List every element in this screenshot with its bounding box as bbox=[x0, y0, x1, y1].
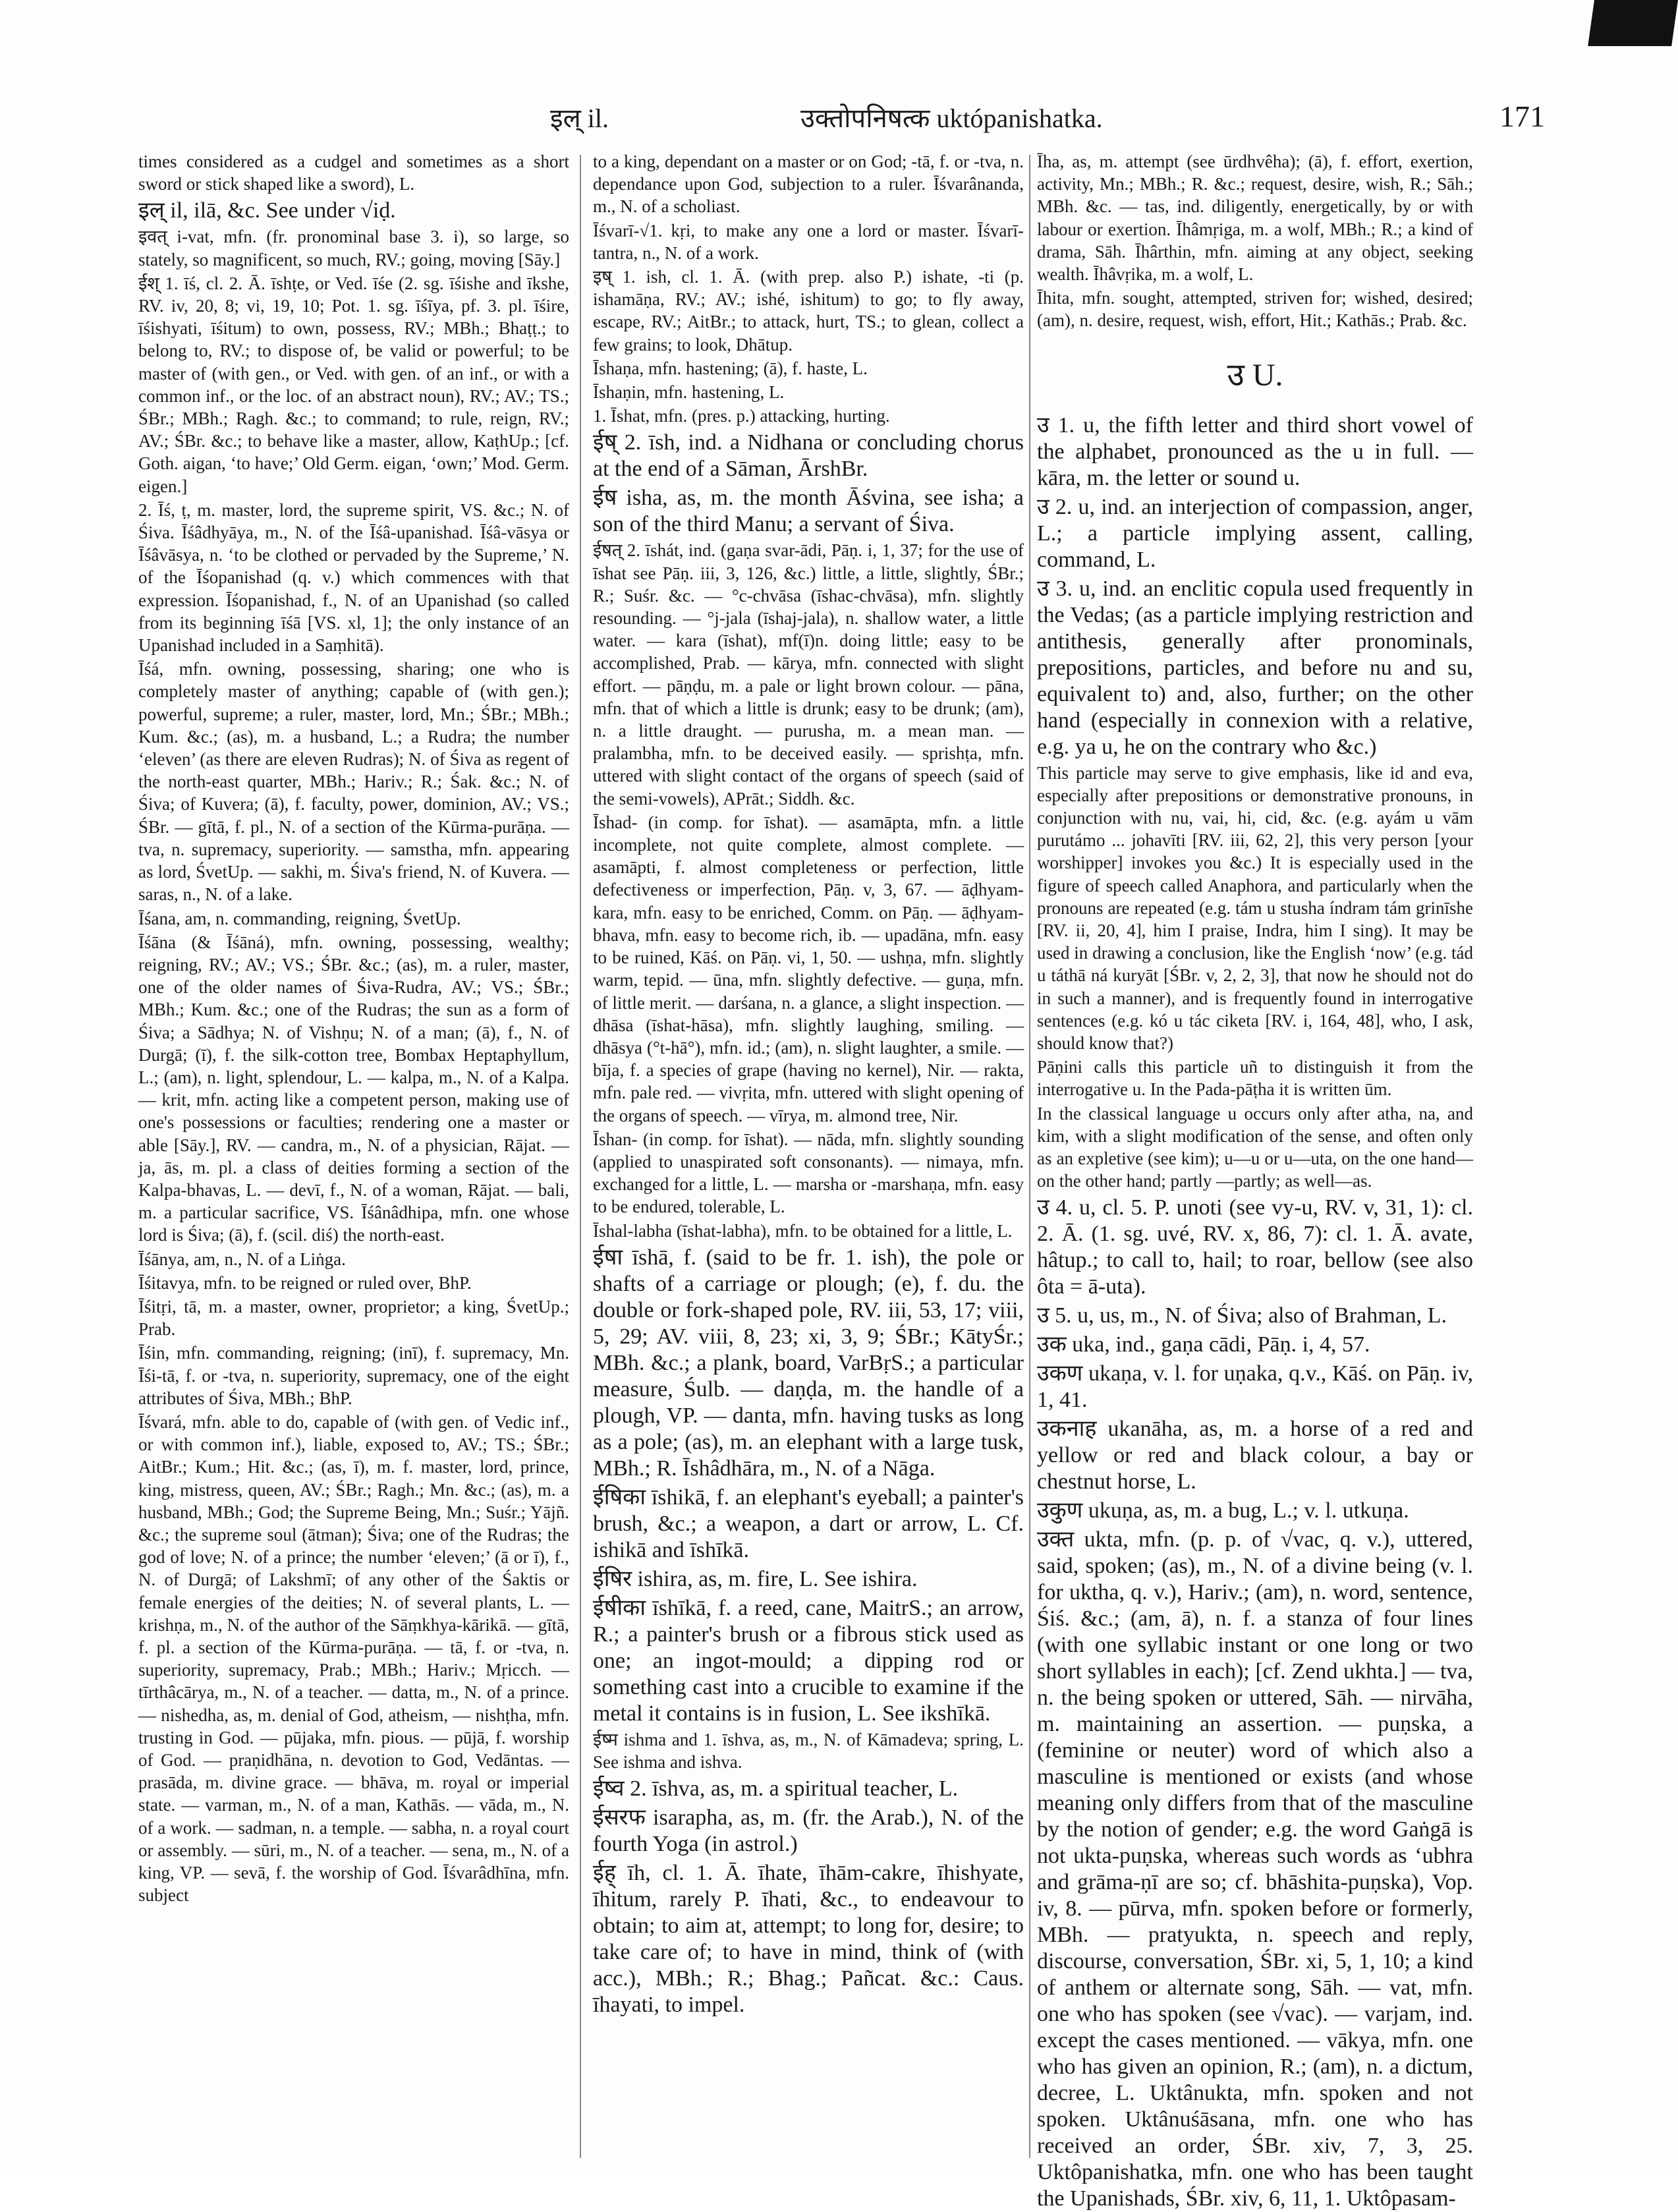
dictionary-entry: Īshal-labha (īshat-labha), mfn. to be obtained for a little, L. bbox=[593, 1220, 1013, 1241]
dictionary-entry: 1. Īshat, mfn. (pres. p.) attacking, hurting. bbox=[593, 406, 890, 426]
dictionary-entry: Īśin, mfn. commanding, reigning; (inī), f. supremacy, Mn. Īśi-tā, f. or -tva, n. superiority, supremacy, one of the eight attributes of Śiva, MBh.; BhP. bbox=[138, 1343, 569, 1408]
page-header bbox=[135, 99, 1545, 145]
dictionary-entry: उक्त ukta, mfn. (p. p. of √vac, q. v.), uttered, said, spoken; (as), m., N. of a divine being (v. l. for uktha, q. v.), Hariv.; (am), n. word, sentence, Śiś. &c.; (am, ā), n. f. a stanza of four lines (with one syllabic instant or one long or two short syllables in each); [cf. Zend ukhta.] — tva, n. the being spoken or uttered, Sāh. — nirvāha, m. maintaining an assertion. — puṇska, a (feminine or neuter) word of which also a masculine is mentioned or exists (and whose meaning only differs from that of the masculine by the notion of gender; e.g. the word Gaṅgā is not ukta-puṇska, whereas such words as ‘ubhra and grāma-ṇī are so; cf. bhāshita-puṇska), Vop. iv, 8. — pūrva, mfn. spoken before or formerly, MBh. — pratyukta, n. speech and reply, discourse, conversation, ŚBr. xi, 5, 1, 10; a kind of anthem or alternate song, Sāh. — vat, mfn. one who has spoken (see √vac). — varjam, ind. except the cases mentioned. — vākya, mfn. one who has given an opinion, R.; (am), n. a dictum, decree, L. Uktânukta, mfn. spoken and not spoken. Uktânuśāsana, mfn. one who has received an order, ŚBr. xiv, 7, 3, 25. Uktôpanishatka, mfn. one who has been taught the Upanishads, ŚBr. xiv, 6, 11, 1. Uktôpasam- bbox=[1037, 1527, 1473, 2211]
text-column-middle bbox=[593, 150, 1024, 2167]
dictionary-entry: This particle may serve to give emphasis, like id and eva, especially after prepositions or demonstrative pronouns, in conjunction with nu, vai, hi, cid, &c. (e.g. ayám u vām purutámo ... johavīti [RV. iii, 62, 2], this very person [your worshipper] invokes you &c.) It is especially used in the figure of speech called Anaphora, and particularly when the pronouns are repeated (e.g. tám u stusha índram tám grinīshe [RV. ii, 20, 4], him I praise, Indra, him I sing). It may be used in drawing a conclusion, like the English ‘now’ (e.g. tád u táthā ná kuryāt [ŚBr. v, 2, 2, 3], that now he should not do in such a manner), and is frequently found in interrogative sentences (e.g. kó u tác ciketa [RV. i, 164, 48], who, I ask, should know that?) bbox=[1037, 762, 1473, 1054]
dictionary-entry: उकुण ukuṇa, as, m. a bug, L.; v. l. utkuṇa. bbox=[1037, 1498, 1409, 1523]
dictionary-entry: ईषा īshā, f. (said to be fr. 1. ish), the pole or shafts of a carriage or plough; (e), f. du. the double or fork-shaped pole, RV. iii, 53, 17; viii, 5, 29; AV. viii, 8, 23; xi, 3, 9; ŚBr.; KātyŚr.; MBh. &c.; a plank, board, VarBṛS.; a particular measure, Śulb. — daṇḍa, m. the handle of a plough, VP. — danta, mfn. having tusks as long as a pole; (as), m. an elephant with a large tusk, MBh.; R. Īshâdhāra, m., N. of a Nāga. bbox=[593, 1245, 1024, 1481]
header-right-guide-word: उक्तोपनिषत्क uktópanishatka. bbox=[800, 103, 1103, 133]
dictionary-entry: Īhita, mfn. sought, attempted, striven for; wished, desired; (am), n. desire, request, wish, effort, Hit.; Kathās.; Prab. &c. bbox=[1037, 288, 1473, 331]
dictionary-entry: ईषीका īshīkā, f. a reed, cane, MaitrS.; an arrow, R.; a painter's brush or a fibrous stick used as one; an ingot-mould; a dipping rod or something cast into a crucible to examine if the metal it contains is in fusion, L. See ikshīkā. bbox=[593, 1595, 1024, 1726]
dictionary-entry: ईष isha, as, m. the month Āśvina, see isha; a son of the third Manu; a servant of Śiva. bbox=[593, 486, 1024, 537]
dictionary-entry: उ 5. u, us, m., N. of Śiva; also of Brahman, L. bbox=[1037, 1303, 1447, 1328]
dictionary-entry: Īśānya, am, n., N. of a Liṅga. bbox=[138, 1249, 346, 1269]
column-rule bbox=[1029, 155, 1030, 2158]
scan-corner-shadow bbox=[1588, 0, 1678, 46]
dictionary-entry: उ 3. u, ind. an enclitic copula used frequently in the Vedas; (as a particle implying restriction and antithesis, generally after pronominals, prepositions, particles, and before nu and su, equivalent to) and, also, further; on the other hand (especially in connexion with a relative, e.g. ya u, he on the contrary who &c.) bbox=[1037, 576, 1473, 759]
dictionary-entry: ईषिर ishira, as, m. fire, L. See ishira. bbox=[593, 1566, 918, 1591]
dictionary-entry: इवत् i-vat, mfn. (fr. pronominal base 3. i), so large, so stately, so magnificent, so much, RV.; going, moving [Sāy.] bbox=[138, 227, 569, 269]
dictionary-entry: ईषत् 2. īshát, ind. (gaṇa svar-ādi, Pāṇ. i, 1, 37; for the use of īshat see Pāṇ. iii, 3, 126, &c.) little, a little, slightly, ŚBr.; R.; Suśr. &c. — °c-chvāsa (īshac-chvāsa), mfn. slightly resounding. — °j-jala (īshaj-jala), n. shallow water, a little water. — kara (īshat), mf(ī)n. doing little; easy to be accomplished, Prab. — kārya, mfn. connected with slight effort. — pāṇḍu, m. a pale or light brown colour. — pāna, mfn. that of which a little is drunk; easy to be drunk; (am), n. a little draught. — purusha, m. a mean man. — pralambha, mfn. to be deceived easily. — sprishṭa, mfn. uttered with slight contact of the organs of speech (said of the semi-vowels), APrāt.; Siddh. &c. bbox=[593, 540, 1024, 808]
text-column-left bbox=[138, 150, 569, 2167]
dictionary-entry: उ 4. u, cl. 5. P. unoti (see vy-u, RV. v, 31, 1): cl. 2. Ā. (1. sg. uvé, RV. x, 86, 7): cl. 1. Ā. avate, hâtup.; to call to, hail; to roar, bellow (see also ôta = ā-uta). bbox=[1037, 1195, 1473, 1299]
dictionary-entry: 2. Īś, ṭ, m. master, lord, the supreme spirit, VS. &c.; N. of Śiva. Īśâdhyāya, m., N. of the Īśâ-upanishad. Īśâ-vāsya or Īśâvāsya, n. ‘to be clothed or pervaded by the Supreme,’ N. of the Īśopanishad (q. v.) which commences with that expression. Īśopanishad, f., N. of an Upanishad (so called from its beginning īśā [VS. xl, 1]; the only instance of an Upanishad included in a Saṃhitā). bbox=[138, 499, 569, 656]
dictionary-entry: Īshaṇin, mfn. hastening, L. bbox=[593, 382, 785, 403]
header-left-guide-word: इल् il. bbox=[550, 103, 609, 133]
column-rule bbox=[580, 155, 581, 2158]
dictionary-entry: ईसरफ isarapha, as, m. (fr. the Arab.), N. of the fourth Yoga (in astrol.) bbox=[593, 1805, 1024, 1857]
dictionary-entry: उक uka, ind., gaṇa cādi, Pāṇ. i, 4, 57. bbox=[1037, 1332, 1370, 1357]
dictionary-entry: ईष् 2. īsh, ind. a Nidhana or concluding chorus at the end of a Sāman, ĀrshBr. bbox=[593, 430, 1024, 482]
dictionary-entry: Īshaṇa, mfn. hastening; (ā), f. haste, L. bbox=[593, 358, 868, 378]
dictionary-entry: ईषिका īshikā, f. an elephant's eyeball; a painter's brush, &c.; a weapon, a dart or arrow, L. Cf. ishikā and īshīkā. bbox=[593, 1485, 1024, 1562]
dictionary-entry: Īśitavya, mfn. to be reigned or ruled over, BhP. bbox=[138, 1272, 472, 1293]
text-column-right bbox=[1037, 150, 1473, 2211]
dictionary-entry: Īśvarī-√1. kṛi, to make any one a lord or master. Īśvarī-tantra, n., N. of a work. bbox=[593, 220, 1024, 263]
dictionary-entry: उकण ukaṇa, v. l. for uṇaka, q.v., Kāś. on Pāṇ. iv, 1, 41. bbox=[1037, 1361, 1473, 1413]
dictionary-entry: ईष्व 2. īshva, as, m. a spiritual teacher, L. bbox=[593, 1776, 959, 1801]
dictionary-entry: Īśāna (& Īśāná), mfn. owning, possessing, wealthy; reigning, RV.; AV.; VS.; ŚBr. &c.; (as), m. a ruler, master, one of the older names of Śiva-Rudra, AV.; VS.; ŚBr.; MBh.; Kum. &c.; one of the Rudras; the sun as a form of Śiva; a Sādhya; N. of Vishṇu; N. of a man; (ā), f., N. of Durgā; (ī), f. the silk-cotton tree, Bombax Heptaphyllum, L.; (am), n. light, splendour, L. — kalpa, m., N. of a Kalpa. — krit, mfn. acting like a competent person, making use of one's possessions or faculties; rendering one a master or able [Sāy.], RV. — candra, m., N. of a physician, Rājat. — ja, ās, m. pl. a class of deities forming a section of the Kalpa-bhavas, L. — devī, f., N. of a woman, Rājat. — bali, m. a particular sacrifice, VS. Īśânâdhipa, mfn. one whose lord is Śiva; (ā), f. (scil. diś) the north-east. bbox=[138, 932, 569, 1245]
dictionary-entry: इल् il, ilā, &c. See under √iḍ. bbox=[138, 198, 396, 223]
section-heading: उ U. bbox=[1227, 357, 1283, 393]
dictionary-entry: Īśá, mfn. owning, possessing, sharing; one who is completely master of anything; capable of (with gen.); powerful, supreme; a ruler, master, lord, Mn.; ŚBr.; MBh.; Kum. &c.; (as), m. a husband, L.; a Rudra; the number ‘eleven’ (as there are eleven Rudras); N. of Śiva as regent of the north-east quarter, MBh.; Hariv.; R.; Śak. &c.; N. of Śiva; of Kuvera; (ā), f. faculty, power, dominion, AV.; VS.; ŚBr. — gītā, f. pl., N. of a section of the Kūrma-purāṇa. — tva, n. supremacy, superiority. — samstha, mfn. appearing as lord, ŚvetUp. — sakhi, m. Śiva's friend, N. of Kuvera. — saras, n., N. of a lake. bbox=[138, 659, 569, 905]
dictionary-entry: Īha, as, m. attempt (see ūrdhvêha); (ā), f. effort, exertion, activity, Mn.; MBh.; R. &c.; request, desire, wish, R.; Sāh.; MBh. &c. — tas, ind. diligently, energetically, by or with labour or exertion. Īhâmṛiga, m. a wolf, MBh.; R.; a kind of drama, Sāh. Īhârthin, mfn. aiming at any object, seeking wealth. Īhâvṛika, m. a wolf, L. bbox=[1037, 152, 1473, 285]
dictionary-entry: to a king, dependant on a master or on God; -tā, f. or -tva, n. dependance upon God, subjection to a ruler. Īśvarânanda, m., N. of a scholiast. bbox=[593, 152, 1024, 217]
dictionary-entry: Īśvará, mfn. able to do, capable of (with gen. of Vedic inf., or with common inf.), liable, exposed to, AV.; TS.; ŚBr.; AitBr.; Kum.; Hit. &c.; (as, ī), m. f. master, lord, prince, king, mistress, queen, AV.; ŚBr.; Ragh.; Mn. &c.; (as), m. a husband, MBh.; God; the Supreme Being, Mn.; Suśr.; Yājñ. &c.; the supreme soul (ātman); Śiva; one of the Rudras; the god of love; N. of a prince; the number ‘eleven;’ (ā or ī), f., N. of Durgā; of Lakshmī; of any other of the Śaktis or female energies of the deities; N. of several plants, L. — krishṇa, m., N. of the author of the Sāṃkhya-kārikā. — gītā, f. pl. a section of the Kūrma-purāṇa. — tā, f. or -tva, n. superiority, supremacy, Prab.; MBh.; Hariv.; Mṛicch. — tīrthâcārya, m., N. of a teacher. — datta, m., N. of a prince. — nishedha, as, m. denial of God, atheism, — nishṭha, mfn. trusting in God. — pūjaka, mfn. pious. — pūjā, f. worship of God. — praṇidhāna, n. devotion to God, Vedāntas. — prasāda, m. divine grace. — bhāva, m. royal or imperial state. — varman, m., N. of a man, Kathās. — vāda, m., N. of a work. — sadman, n. a temple. — sabha, n. a royal court or assembly. — sūri, m., N. of a teacher. — sena, m., N. of a king, VP. — sevā, f. the worship of God. Īśvarâdhīna, mfn. subject bbox=[138, 1411, 569, 1906]
dictionary-entry: In the classical language u occurs only after atha, na, and kim, with a slight modification of the sense, and often only as an expletive (see kim); u—u or u—uta, on the one hand—on the other hand; partly —partly; as well—as. bbox=[1037, 1103, 1473, 1191]
dictionary-entry: ईह् īh, cl. 1. Ā. īhate, īhām-cakre, īhishyate, īhitum, rarely P. īhati, &c., to endeavour to obtain; to aim at, attempt; to long for, desire; to take care of; to have in mind, think of (with acc.), MBh.; R.; Bhag.; Pañcat. &c.: Caus. īhayati, to impel. bbox=[593, 1861, 1024, 2018]
dictionary-entry: ईष्म ishma and 1. īshva, as, m., N. of Kāmadeva; spring, L. See ishma and ishva. bbox=[593, 1729, 1024, 1772]
dictionary-entry: Īśana, am, n. commanding, reigning, ŚvetUp. bbox=[138, 908, 461, 928]
dictionary-entry: Īshan- (in comp. for īshat). — nāda, mfn. slightly sounding (applied to unaspirated soft consonants). — nimaya, mfn. exchanged for a little, L. — marsha or -marshaṇa, mfn. easy to be endured, tolerable, L. bbox=[593, 1129, 1024, 1217]
dictionary-entry: times considered as a cudgel and sometimes as a short sword or stick shaped like a sword), L. bbox=[138, 152, 569, 194]
dictionary-entry: Īshad- (in comp. for īshat). — asamāpta, mfn. a little incomplete, not quite complete, almost complete. — asamāpti, f. almost completeness or perfection, little defectiveness or imperfection, Pāṇ. v, 3, 67. — āḍhyam-kara, mfn. easy to be enriched, Comm. on Pāṇ. — āḍhyam-bhava, mfn. easy to become rich, ib. — upadāna, mfn. easy to be ruined, Kāś. on Pāṇ. vi, 1, 50. — ushṇa, mfn. slightly warm, tepid. — ūna, mfn. slightly defective. — guṇa, mfn. of little merit. — darśana, n. a glance, a slight inspection. — dhāsa (īshat-hāsa), mfn. slightly laughing, smiling. — dhāsya (°t-hā°), mfn. id.; (am), n. slight laughter, a smile. — bīja, f. a species of grape (having no kernel), Nir. — rakta, mfn. pale red. — vivṛita, mfn. uttered with slight opening of the organs of speech. — vīrya, m. almond tree, Nir. bbox=[593, 812, 1024, 1125]
dictionary-entry: उकनाह ukanāha, as, m. a horse of a red and yellow or red and black colour, a bay or chestnut horse, L. bbox=[1037, 1417, 1473, 1494]
page-number: 171 bbox=[1499, 99, 1545, 133]
dictionary-entry: उ 2. u, ind. an interjection of compassion, anger, L.; a particle implying assent, calling, command, L. bbox=[1037, 494, 1473, 572]
dictionary-entry: Pāṇini calls this particle uñ to distinguish it from the interrogative u. In the Pada-pāṭha it is written ūm. bbox=[1037, 1057, 1473, 1100]
dictionary-entry: उ 1. u, the fifth letter and third short vowel of the alphabet, pronounced as the u in full. — kāra, m. the letter or sound u. bbox=[1037, 412, 1473, 490]
dictionary-entry: इष् 1. ish, cl. 1. Ā. (with prep. also P.) ishate, -ti (p. ishamāṇa, RV.; AV.; ishé, ishitum) to go; to fly away, escape, RV.; AitBr.; to attack, hurt, TS.; to glean, collect a few grains; to look, Dhātup. bbox=[593, 267, 1024, 354]
dictionary-entry: ईश् 1. īś, cl. 2. Ā. īshṭe, or Ved. īśe (2. sg. īśishe and īkshe, RV. iv, 20, 8; vi, 19, 10; Pot. 1. sg. īśīya, pf. 3. pl. īśire, īśishyati, īśitum) to own, possess, RV.; MBh.; Bhaṭṭ.; to belong to, RV.; to dispose of, be valid or powerful; to be master of (with gen., or Ved. with gen. of an inf., or with a common inf., or the loc. of an abstract noun), RV.; AV.; TS.; ŚBr.; MBh.; Ragh. &c.; to command; to rule, reign, RV.; AV.; ŚBr. &c.; to behave like a master, allow, KaṭhUp.; [cf. Goth. aigan, ‘to have;’ Old Germ. eigan, ‘own;’ Mod. Germ. eigen.] bbox=[138, 273, 569, 496]
dictionary-entry: Īśitṛi, tā, m. a master, owner, proprietor; a king, ŚvetUp.; Prab. bbox=[138, 1296, 569, 1340]
